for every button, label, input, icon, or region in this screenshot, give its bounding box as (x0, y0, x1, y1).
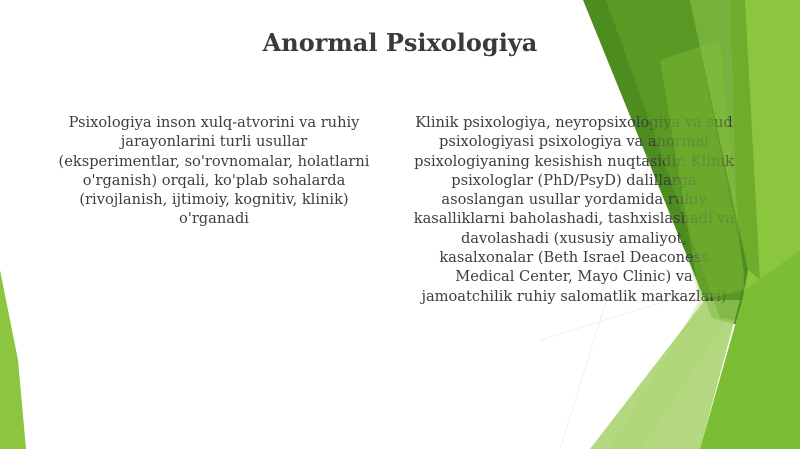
left-green-sliver (0, 270, 26, 449)
left-text-block: Psixologiya inson xulq-atvorini va ruhiy jarayonlarini turli usullar (eksperimentlar, so'rovnomalar, holatlarni o'rganish) orqali, ko'plab sohalarda (rivojlanish, ijtimoiy, kognitiv, klinik) o'rganadi (58, 114, 370, 228)
slide-title: Anormal Psixologiya (262, 28, 538, 57)
right-text-block: Klinik psixologiya, neyropsixologiya va sud psixologiyasi psixologiya va anormal psixologiyaning kesishish nuqtasidir. Klinik psixologlar (PhD/PsyD) dalillarga asoslangan usullar yordamida ruhiy kasalliklarni baholashadi, tashxislashadi va davolashadi (xususiy amaliyot, kasalxonalar (Beth Israel Deaconess Medical Center, Mayo Clinic) va jamoatchilik ruhiy salomatlik markazlari) (413, 114, 735, 305)
